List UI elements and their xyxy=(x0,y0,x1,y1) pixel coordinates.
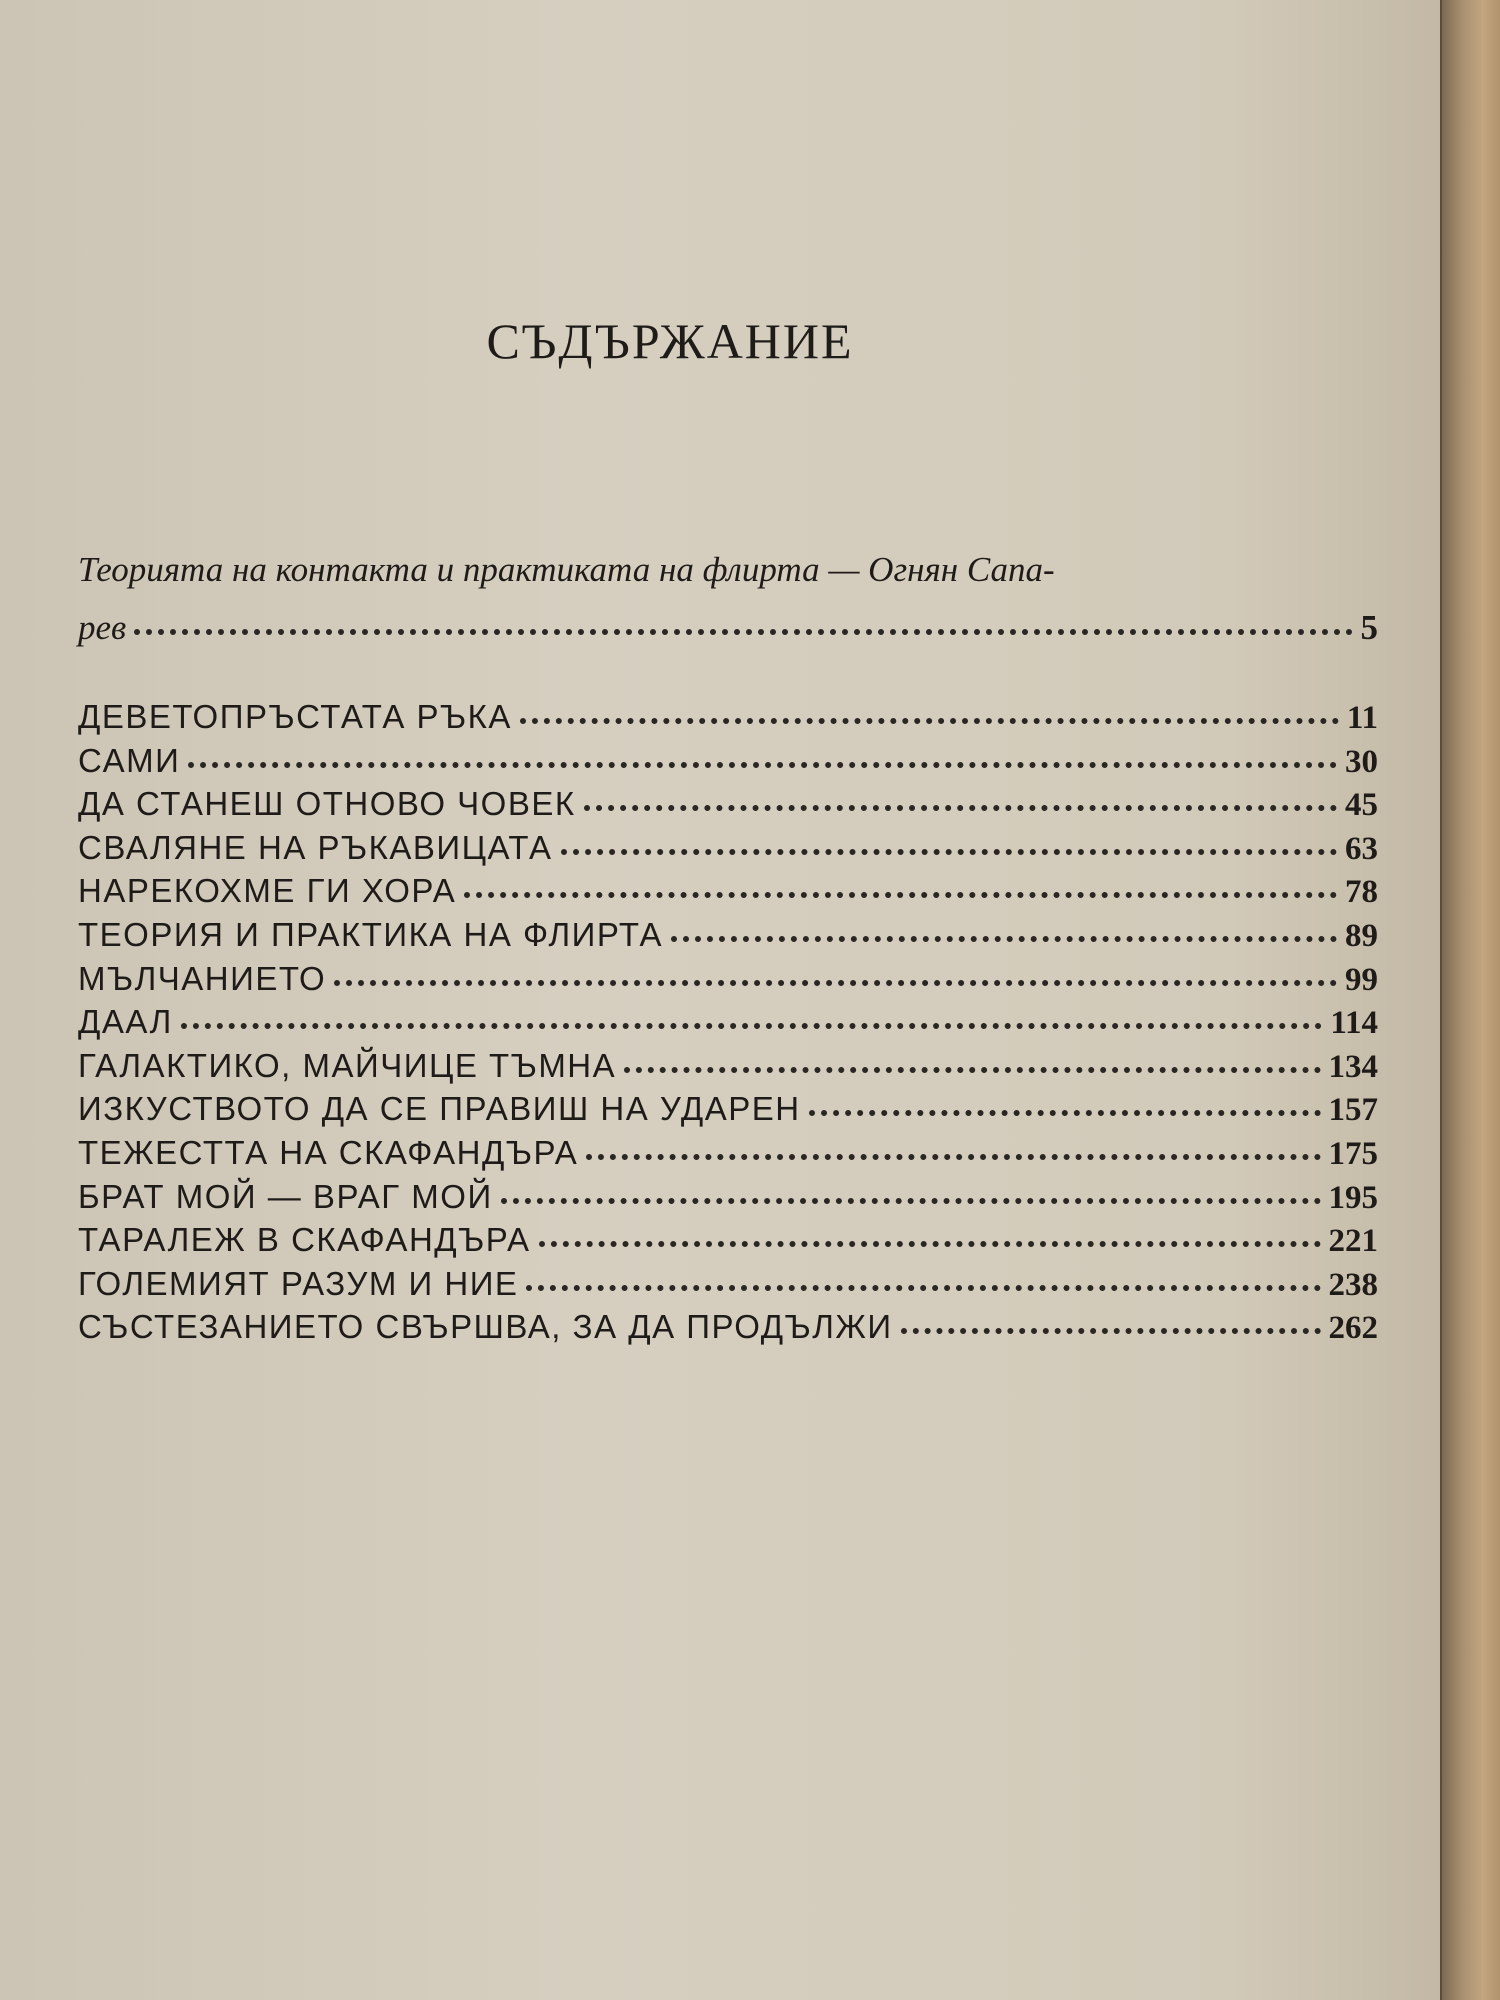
toc-entry-title: ДЕВЕТОПРЪСТАТА РЪКА xyxy=(78,698,512,735)
intro-title-line2: рев xyxy=(78,608,127,647)
toc-entry-page-number: 195 xyxy=(1328,1179,1378,1216)
toc-entry xyxy=(78,872,1378,916)
toc-entry-title: ТАРАЛЕЖ В СКАФАНДЪРА xyxy=(78,1221,531,1259)
toc-entry-page-number: 114 xyxy=(1330,1005,1378,1042)
toc-entry-title: ГОЛЕМИЯТ РАЗУМ И НИЕ xyxy=(78,1264,519,1302)
toc-entry xyxy=(78,916,1378,960)
dot-leader xyxy=(561,848,1337,855)
toc-entry-page-number: 262 xyxy=(1328,1310,1378,1347)
toc-entry xyxy=(78,829,1378,873)
toc-entry xyxy=(78,1003,1378,1047)
toc-entry-title: СВАЛЯНЕ НА РЪКАВИЦАТА xyxy=(78,828,553,866)
dot-leader xyxy=(520,717,1339,724)
toc-entry-title: БРАТ МОЙ — ВРАГ МОЙ xyxy=(78,1177,493,1215)
dot-leader xyxy=(501,1197,1321,1204)
toc-entry-title: ДААЛ xyxy=(78,1003,173,1041)
dot-leader xyxy=(181,1022,1323,1029)
toc-entry xyxy=(78,1090,1378,1134)
toc-entry-page-number: 63 xyxy=(1345,830,1378,867)
dot-leader xyxy=(671,935,1337,942)
toc-entry xyxy=(78,1308,1378,1352)
intro-page-number: 5 xyxy=(1360,608,1378,647)
toc-entry-page-number: 99 xyxy=(1345,961,1378,998)
toc-entry-page-number: 45 xyxy=(1345,787,1378,824)
toc-entry xyxy=(78,1178,1378,1222)
toc-entry xyxy=(78,742,1378,786)
toc-entry-title: ДА СТАНЕШ ОТНОВО ЧОВЕК xyxy=(78,785,576,823)
dot-leader xyxy=(901,1327,1321,1334)
toc-entry-page-number: 89 xyxy=(1345,917,1378,954)
dot-leader xyxy=(464,891,1337,898)
toc-entry-page-number: 157 xyxy=(1328,1092,1378,1129)
dot-leader xyxy=(188,761,1337,768)
page-title: СЪДЪРЖАНИЕ xyxy=(486,313,854,369)
toc-entry-page-number: 11 xyxy=(1346,700,1378,736)
toc-entry-title: ТЕЖЕСТТА НА СКАФАНДЪРА xyxy=(78,1133,579,1171)
toc-entry-page-number: 175 xyxy=(1328,1135,1378,1172)
intro-title-line1: Теорията на контакта и практиката на флирта — Огнян Сапа- xyxy=(78,550,1055,589)
toc-entry-title: ГАЛАКТИКО, МАЙЧИЦЕ ТЪМНА xyxy=(78,1046,617,1084)
toc-entry-page-number: 134 xyxy=(1328,1048,1378,1085)
dot-leader xyxy=(134,628,1352,635)
toc-entry-title: НАРЕКОХМЕ ГИ ХОРА xyxy=(78,872,457,910)
toc-entry-page-number: 221 xyxy=(1328,1223,1378,1260)
dot-leader xyxy=(539,1240,1321,1247)
page-gutter xyxy=(1442,0,1500,2000)
toc-entry xyxy=(78,960,1378,1004)
intro-entry xyxy=(78,540,1378,656)
dot-leader xyxy=(584,804,1337,811)
dot-leader xyxy=(586,1153,1320,1160)
dot-leader xyxy=(526,1284,1320,1291)
dot-leader xyxy=(809,1109,1321,1116)
dot-leader xyxy=(334,979,1337,986)
toc-entry-title: СЪСТЕЗАНИЕТО СВЪРШВА, ЗА ДА ПРОДЪЛЖИ xyxy=(78,1308,893,1346)
table-of-contents xyxy=(78,698,1378,1352)
toc-entry xyxy=(78,698,1378,742)
toc-entry-title: САМИ xyxy=(78,741,181,779)
intro-title-line2-row xyxy=(78,600,1378,656)
toc-entry-page-number: 30 xyxy=(1345,743,1378,780)
toc-entry-page-number: 78 xyxy=(1345,874,1378,911)
toc-entry-title: ИЗКУСТВОТО ДА СЕ ПРАВИШ НА УДАРЕН xyxy=(78,1090,801,1128)
dot-leader xyxy=(624,1066,1320,1073)
toc-entry xyxy=(78,1134,1378,1178)
toc-entry xyxy=(78,1221,1378,1265)
toc-entry-page-number: 238 xyxy=(1328,1266,1378,1303)
toc-entry xyxy=(78,1047,1378,1091)
toc-entry xyxy=(78,785,1378,829)
toc-entry-title: ТЕОРИЯ И ПРАКТИКА НА ФЛИРТА xyxy=(78,915,663,953)
toc-entry xyxy=(78,1265,1378,1309)
toc-entry-title: МЪЛЧАНИЕТО xyxy=(78,959,327,997)
